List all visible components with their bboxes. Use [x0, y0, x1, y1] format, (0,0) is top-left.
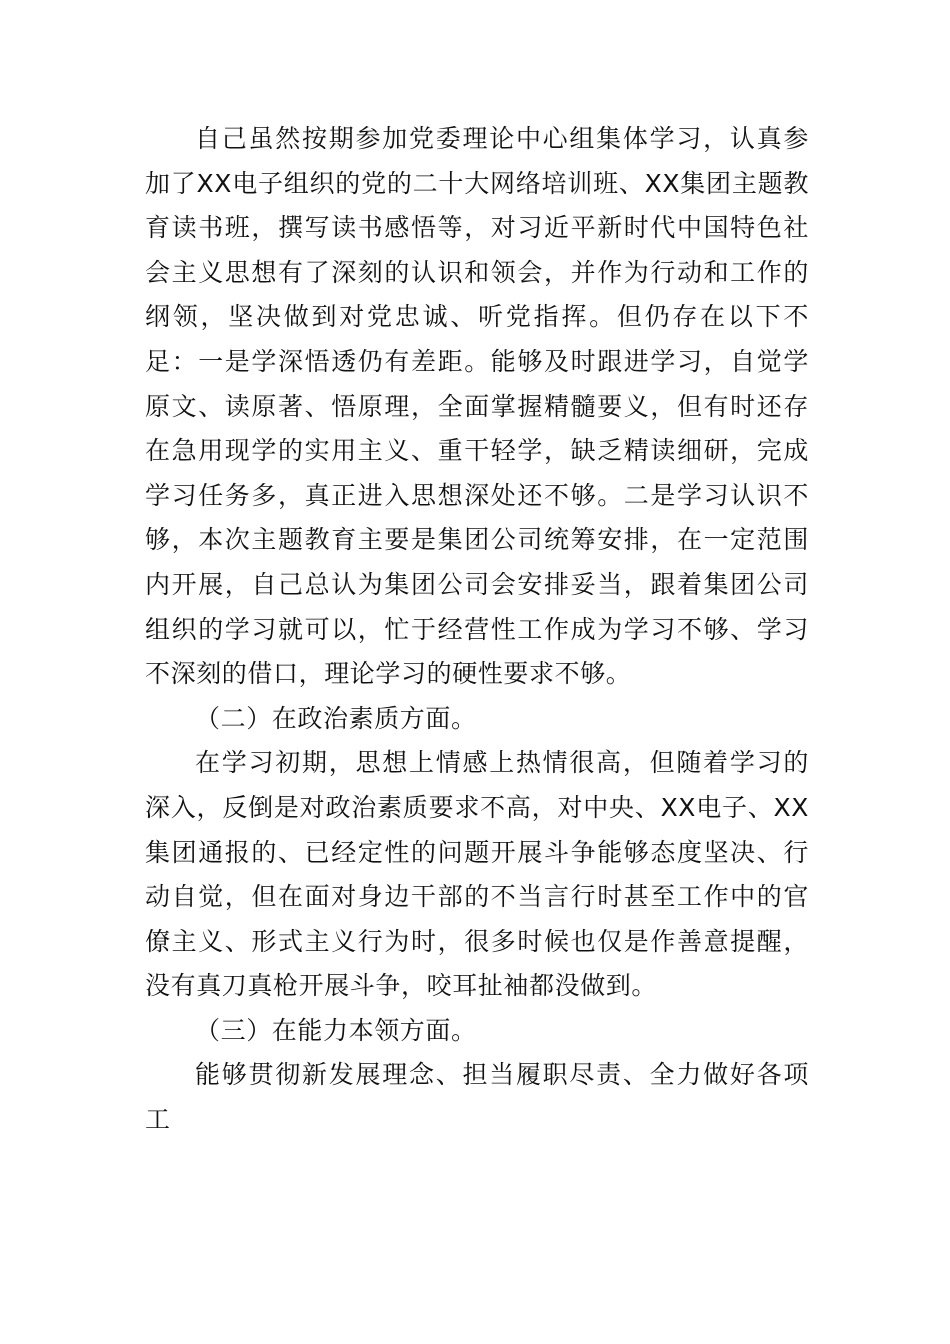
section-heading-political-quality: （二）在政治素质方面。	[195, 703, 477, 733]
paragraph-ability: 能够贯彻新发展理念、担当履职尽责、全力做好各项工	[145, 1060, 809, 1135]
document-body	[145, 117, 809, 1143]
paragraph-political-quality: 在学习初期，思想上情感上热情很高，但随着学习的深入，反倒是对政治素质要求不高，对中央、XX电子、XX集团通报的、已经定性的问题开展斗争能够态度坚决、行动自觉，但在面对身边干部的不当言行时甚至工作中的官僚主义、形式主义行为时，很多时候也仅是作善意提醒，没有真刀真枪开展斗争，咬耳扯袖都没做到。	[145, 748, 809, 1001]
paragraph-study: 自己虽然按期参加党委理论中心组集体学习，认真参加了XX电子组织的党的二十大网络培训班、XX集团主题教育读书班，撰写读书感悟等，对习近平新时代中国特色社会主义思想有了深刻的认识和领会，并作为行动和工作的纲领，坚决做到对党忠诚、听党指挥。但仍存在以下不足：一是学深悟透仍有差距。能够及时跟进学习，自觉学原文、读原著、悟原理，全面掌握精髓要义，但有时还存在急用现学的实用主义、重干轻学，缺乏精读细研，完成学习任务多，真正进入思想深处还不够。二是学习认识不够，本次主题教育主要是集团公司统筹安排，在一定范围内开展，自己总认为集团公司会安排妥当，跟着集团公司组织的学习就可以，忙于经营性工作成为学习不够、学习不深刻的借口，理论学习的硬性要求不够。	[145, 124, 809, 689]
section-heading-ability: （三）在能力本领方面。	[195, 1015, 477, 1045]
